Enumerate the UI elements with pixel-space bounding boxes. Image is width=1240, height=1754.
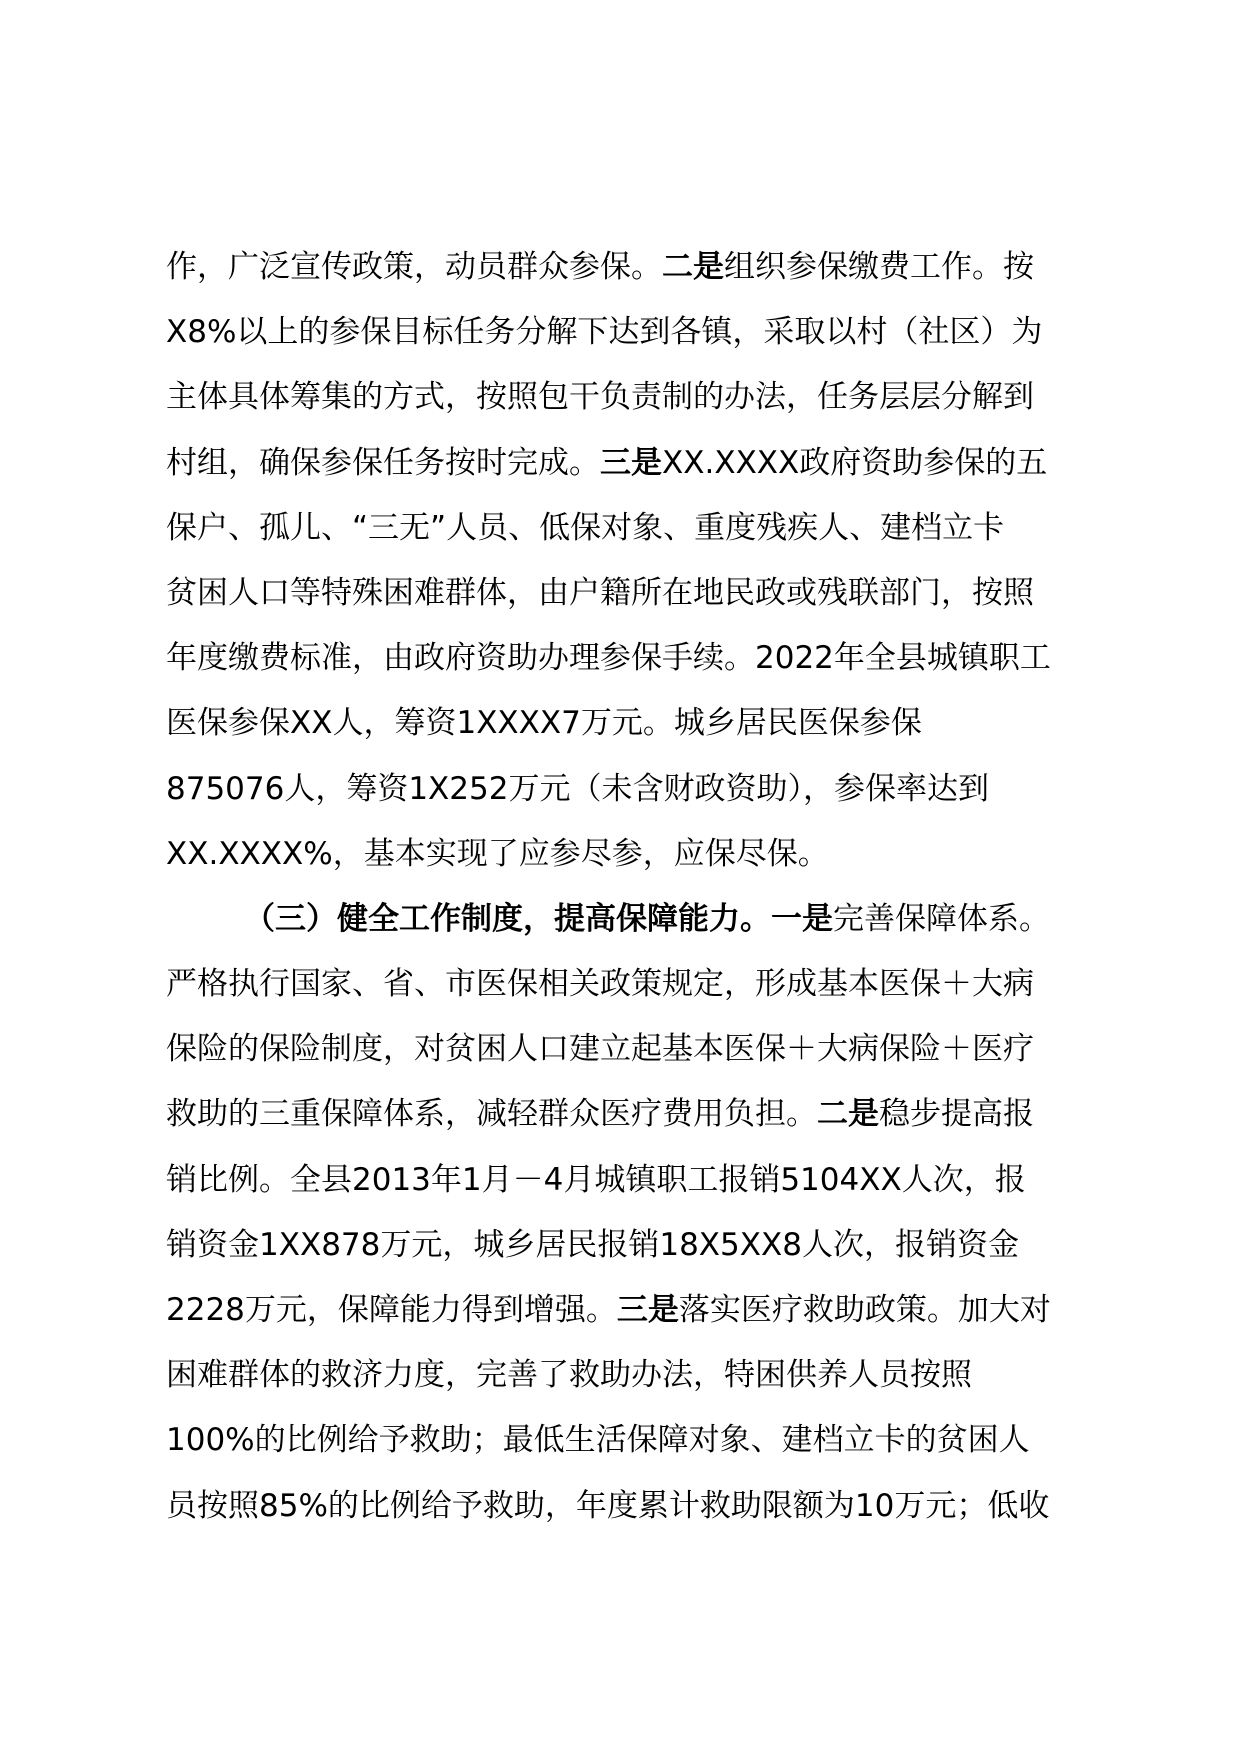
text-run: 组织参保缴费工作。按 bbox=[724, 249, 1034, 285]
text-line bbox=[166, 1148, 1128, 1213]
text-run: 100%的比例给予救助；最低生活保障对象、建档立卡的贫困人 bbox=[166, 1422, 1030, 1459]
text-run: 救助的三重保障体系，减轻群众医疗费用负担。 bbox=[166, 1096, 817, 1133]
text-run: 稳步提高报 bbox=[879, 1096, 1034, 1133]
text-line bbox=[166, 1278, 1128, 1343]
text-line bbox=[166, 887, 1128, 952]
text-line bbox=[166, 431, 1128, 496]
text-line bbox=[166, 1474, 1128, 1539]
text-run: 村组，确保参保任务按时完成。 bbox=[166, 444, 600, 481]
text-line bbox=[166, 496, 1128, 561]
text-run: 主体具体筹集的方式，按照包干负责制的办法，任务层层分解到 bbox=[166, 379, 1034, 416]
text-run: 医保参保XX人，筹资1XXXX7万元。城乡居民医保参保 bbox=[166, 705, 922, 742]
text-run: 完善保障体系。 bbox=[833, 900, 1050, 937]
text-line bbox=[166, 235, 1128, 300]
text-run: 销资金1XX878万元，城乡居民报销18X5XX8人次，报销资金 bbox=[166, 1226, 1019, 1263]
bold-text-run: 三是 bbox=[600, 444, 662, 481]
bold-text-run: 三是 bbox=[616, 1292, 679, 1328]
text-line bbox=[166, 1213, 1128, 1278]
text-line bbox=[166, 300, 1128, 365]
text-line bbox=[166, 822, 1128, 887]
text-line bbox=[166, 365, 1128, 430]
text-run: 困难群体的救济力度，完善了救助办法，特困供养人员按照 bbox=[166, 1357, 972, 1394]
text-line bbox=[166, 561, 1128, 626]
text-line bbox=[166, 1408, 1128, 1473]
text-line bbox=[166, 1082, 1128, 1147]
text-line bbox=[166, 626, 1128, 691]
text-run: 2228万元，保障能力得到增强。 bbox=[166, 1292, 617, 1328]
text-run: 贫困人口等特殊困难群体，由户籍所在地民政或残联部门，按照 bbox=[166, 574, 1034, 611]
text-line bbox=[166, 1343, 1128, 1408]
text-line bbox=[166, 1017, 1128, 1082]
text-run: 年度缴费标准，由政府资助办理参保手续。2022年全县城镇职工 bbox=[166, 640, 1051, 677]
text-line bbox=[166, 757, 1128, 822]
text-run: 员按照85%的比例给予救助，年度累计救助限额为10万元；低收 bbox=[166, 1487, 1050, 1524]
body-text bbox=[166, 235, 1128, 1539]
text-line bbox=[166, 691, 1128, 756]
text-run: 严格执行国家、省、市医保相关政策规定，形成基本医保＋大病 bbox=[166, 966, 1034, 1003]
text-run: 销比例。全县2013年1月－4月城镇职工报销5104XX人次，报 bbox=[166, 1161, 1026, 1198]
text-run: 保户、孤儿、“三无”人员、低保对象、重度残疾人、建档立卡 bbox=[166, 509, 1005, 546]
text-run: 875076人，筹资1X252万元（未含财政资助），参保率达到 bbox=[166, 770, 989, 807]
text-run: 作，广泛宣传政策，动员群众参保。 bbox=[166, 249, 662, 285]
text-run: 落实医疗救助政策。加大对 bbox=[678, 1292, 1051, 1328]
text-run: 保险的保险制度，对贫困人口建立起基本医保＋大病保险＋医疗 bbox=[166, 1031, 1034, 1068]
text-run: X8%以上的参保目标任务分解下达到各镇，采取以村（社区）为 bbox=[166, 314, 1043, 351]
text-run: XX.XXXX政府资助参保的五 bbox=[662, 444, 1048, 481]
bold-text-run: 二是 bbox=[817, 1096, 879, 1133]
text-run: XX.XXXX%，基本实现了应参尽参，应保尽保。 bbox=[166, 835, 829, 872]
text-line bbox=[166, 952, 1128, 1017]
bold-text-run: 二是 bbox=[662, 249, 724, 285]
bold-text-run: （三）健全工作制度，提高保障能力。一是 bbox=[244, 900, 833, 937]
